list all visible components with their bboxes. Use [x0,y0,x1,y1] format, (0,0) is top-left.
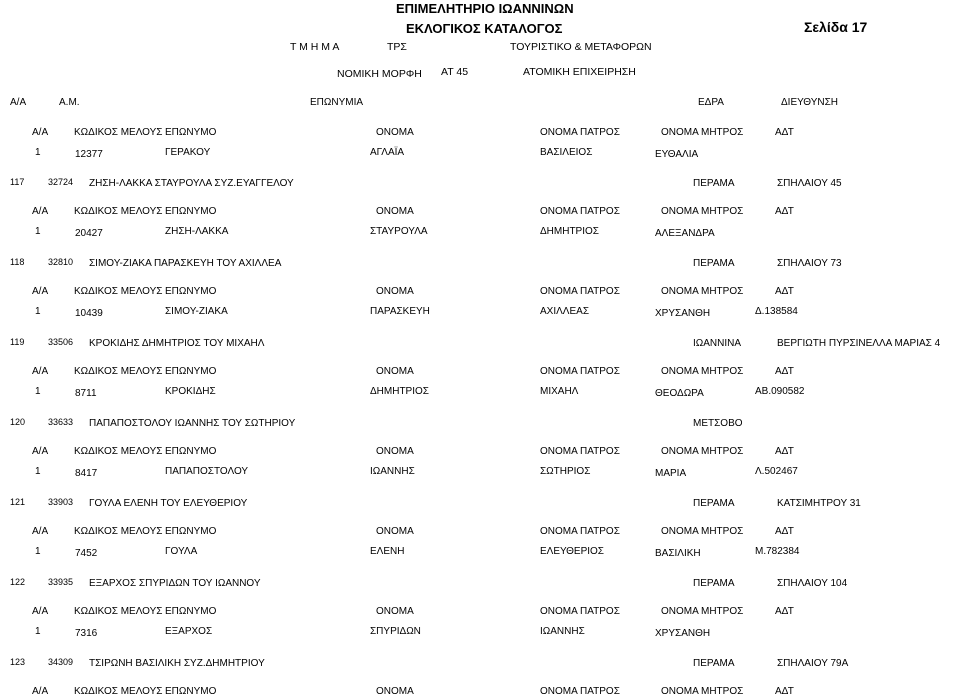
member-col-father: ΟΝΟΜΑ ΠΑΤΡΟΣ [540,127,620,138]
member-col-aa: Α/Α [32,127,49,138]
member-col-father: ΟΝΟΜΑ ΠΑΤΡΟΣ [540,526,620,537]
entry-address: ΣΠΗΛΑΙΟΥ 73 [777,258,842,269]
member-first: ΣΠΥΡΙΔΩΝ [370,626,421,637]
member-col-father: ΟΝΟΜΑ ΠΑΤΡΟΣ [540,206,620,217]
entry-name: ΖΗΣΗ-ΛΑΚΚΑ ΣΤΑΥΡΟΥΛΑ ΣΥΖ.ΕΥΑΓΓΕΛΟΥ [89,178,294,189]
legal-form-code: ΑΤ 45 [441,66,469,78]
member-surname: ΣΙΜΟΥ-ΖΙΑΚΑ [165,306,228,317]
member-col-aa: Α/Α [32,686,49,697]
member-col-aa: Α/Α [32,206,49,217]
member-code: 12377 [75,149,103,160]
member-first: ΣΤΑΥΡΟΥΛΑ [370,226,428,237]
entry-am: 33506 [48,337,74,347]
entry-aa: 121 [10,497,26,507]
col-header-seat: ΕΔΡΑ [698,97,724,108]
section-code: ΤΡΣ [387,41,407,53]
entry-seat: ΜΕΤΣΟΒΟ [693,418,743,429]
member-col-first: ΟΝΟΜΑ [376,606,414,617]
member-aa: 1 [35,147,41,158]
member-id: Λ.502467 [755,466,798,477]
entry-aa: 122 [10,577,26,587]
entry-name: ΕΞΑΡΧΟΣ ΣΠΥΡΙΔΩΝ ΤΟΥ ΙΩΑΝΝΟΥ [89,578,261,589]
member-col-first: ΟΝΟΜΑ [376,127,414,138]
member-col-first: ΟΝΟΜΑ [376,686,414,697]
member-first: ΑΓΛΑΪΑ [370,147,405,158]
member-col-mother: ΟΝΟΜΑ ΜΗΤΡΟΣ [661,127,744,138]
member-father: ΒΑΣΙΛΕΙΟΣ [540,147,593,158]
col-header-am: Α.Μ. [59,97,80,108]
entry-seat: ΠΕΡΑΜΑ [693,498,735,509]
member-col-father: ΟΝΟΜΑ ΠΑΤΡΟΣ [540,446,620,457]
entry-am: 33903 [48,497,74,507]
entry-aa: 118 [10,257,25,267]
entry-aa: 120 [10,417,26,427]
member-col-code: ΚΩΔΙΚΟΣ ΜΕΛΟΥΣ [74,206,163,217]
member-code: 7452 [75,548,98,559]
member-mother: ΧΡΥΣΑΝΘΗ [655,628,711,639]
member-col-code: ΚΩΔΙΚΟΣ ΜΕΛΟΥΣ [74,526,163,537]
member-col-id: ΑΔΤ [775,446,794,457]
member-code: 20427 [75,228,103,239]
member-col-mother: ΟΝΟΜΑ ΜΗΤΡΟΣ [661,606,744,617]
entry-address: ΒΕΡΓΙΩΤΗ ΠΥΡΣΙΝΕΛΛΑ ΜΑΡΙΑΣ 4 [777,338,941,349]
member-col-surname: ΕΠΩΝΥΜΟ [165,606,217,617]
entry-name: ΠΑΠΑΠΟΣΤΟΛΟΥ ΙΩΑΝΝΗΣ ΤΟΥ ΣΩΤΗΡΙΟΥ [89,418,296,429]
member-surname: ΖΗΣΗ-ΛΑΚΚΑ [165,226,229,237]
member-surname: ΚΡΟΚΙΔΗΣ [165,386,216,397]
entry-address: ΣΠΗΛΑΙΟΥ 79Α [777,658,849,669]
member-col-father: ΟΝΟΜΑ ΠΑΤΡΟΣ [540,606,620,617]
entry-address: ΣΠΗΛΑΙΟΥ 45 [777,178,842,189]
entry-aa: 119 [10,337,25,347]
entry-seat: ΙΩΑΝΝΙΝΑ [693,338,742,349]
member-aa: 1 [35,546,41,557]
legal-form-name: ΑΤΟΜΙΚΗ ΕΠΙΧΕΙΡΗΣΗ [523,66,636,78]
member-col-father: ΟΝΟΜΑ ΠΑΤΡΟΣ [540,686,620,697]
member-col-id: ΑΔΤ [775,127,794,138]
member-col-aa: Α/Α [32,446,49,457]
member-id: ΑΒ.090582 [755,386,805,397]
member-id: Μ.782384 [755,546,800,557]
member-first: ΙΩΑΝΝΗΣ [370,466,415,477]
member-code: 7316 [75,628,98,639]
member-col-code: ΚΩΔΙΚΟΣ ΜΕΛΟΥΣ [74,446,163,457]
member-first: ΠΑΡΑΣΚΕΥΗ [370,306,430,317]
entry-am: 33935 [48,577,74,587]
member-col-first: ΟΝΟΜΑ [376,526,414,537]
member-col-aa: Α/Α [32,526,49,537]
section-label: Τ Μ Η Μ Α [290,41,340,53]
entry-name: ΚΡΟΚΙΔΗΣ ΔΗΜΗΤΡΙΟΣ ΤΟΥ ΜΙΧΑΗΛ [89,338,265,349]
member-mother: ΜΑΡΙΑ [655,468,687,479]
member-col-id: ΑΔΤ [775,366,794,377]
member-col-mother: ΟΝΟΜΑ ΜΗΤΡΟΣ [661,686,744,697]
member-code: 10439 [75,308,103,319]
member-father: ΕΛΕΥΘΕΡΙΟΣ [540,546,604,557]
member-col-father: ΟΝΟΜΑ ΠΑΤΡΟΣ [540,286,620,297]
member-aa: 1 [35,226,41,237]
member-col-surname: ΕΠΩΝΥΜΟ [165,206,217,217]
member-col-surname: ΕΠΩΝΥΜΟ [165,366,217,377]
member-col-first: ΟΝΟΜΑ [376,206,414,217]
col-header-address: ΔΙΕΥΘΥΝΣΗ [781,97,838,108]
member-father: ΑΧΙΛΛΕΑΣ [540,306,589,317]
member-col-surname: ΕΠΩΝΥΜΟ [165,127,217,138]
member-col-mother: ΟΝΟΜΑ ΜΗΤΡΟΣ [661,366,744,377]
member-mother: ΕΥΘΑΛΙΑ [655,149,699,160]
entry-aa: 123 [10,657,26,667]
member-col-surname: ΕΠΩΝΥΜΟ [165,526,217,537]
member-col-surname: ΕΠΩΝΥΜΟ [165,686,217,697]
catalog-title: ΕΚΛΟΓΙΚΟΣ ΚΑΤΑΛΟΓΟΣ [406,21,563,36]
member-surname: ΓΕΡΑΚΟΥ [165,147,211,158]
member-col-id: ΑΔΤ [775,206,794,217]
member-col-aa: Α/Α [32,606,49,617]
member-first: ΔΗΜΗΤΡΙΟΣ [370,386,429,397]
member-col-code: ΚΩΔΙΚΟΣ ΜΕΛΟΥΣ [74,606,163,617]
member-id: Δ.138584 [755,306,798,317]
entry-seat: ΠΕΡΑΜΑ [693,658,735,669]
member-mother: ΘΕΟΔΩΡΑ [655,388,704,399]
member-surname: ΓΟΥΛΑ [165,546,198,557]
entry-address: ΚΑΤΣΙΜΗΤΡΟΥ 31 [777,498,861,509]
member-col-mother: ΟΝΟΜΑ ΜΗΤΡΟΣ [661,206,744,217]
member-father: ΣΩΤΗΡΙΟΣ [540,466,591,477]
member-col-mother: ΟΝΟΜΑ ΜΗΤΡΟΣ [661,286,744,297]
member-father: ΔΗΜΗΤΡΙΟΣ [540,226,599,237]
member-col-surname: ΕΠΩΝΥΜΟ [165,286,217,297]
member-code: 8417 [75,468,98,479]
member-col-code: ΚΩΔΙΚΟΣ ΜΕΛΟΥΣ [74,686,163,697]
member-col-id: ΑΔΤ [775,286,794,297]
member-col-code: ΚΩΔΙΚΟΣ ΜΕΛΟΥΣ [74,127,163,138]
col-header-aa: Α/Α [10,97,27,108]
entry-name: ΓΟΥΛΑ ΕΛΕΝΗ ΤΟΥ ΕΛΕΥΘΕΡΙΟΥ [89,498,248,509]
member-col-id: ΑΔΤ [775,686,794,697]
entry-am: 33633 [48,417,74,427]
member-col-first: ΟΝΟΜΑ [376,446,414,457]
chamber-title: ΕΠΙΜΕΛΗΤΗΡΙΟ ΙΩΑΝΝΙΝΩΝ [396,1,574,16]
entry-am: 34309 [48,657,74,667]
member-col-father: ΟΝΟΜΑ ΠΑΤΡΟΣ [540,366,620,377]
legal-form-label: ΝΟΜΙΚΗ ΜΟΡΦΗ [337,68,422,80]
member-father: ΜΙΧΑΗΛ [540,386,579,397]
member-aa: 1 [35,306,41,317]
member-col-aa: Α/Α [32,286,49,297]
member-col-aa: Α/Α [32,366,49,377]
member-code: 8711 [75,388,97,399]
entry-aa: 117 [10,177,25,187]
member-first: ΕΛΕΝΗ [370,546,405,557]
member-col-id: ΑΔΤ [775,606,794,617]
member-aa: 1 [35,626,41,637]
member-col-surname: ΕΠΩΝΥΜΟ [165,446,217,457]
entry-name: ΣΙΜΟΥ-ΖΙΑΚΑ ΠΑΡΑΣΚΕΥΗ ΤΟΥ ΑΧΙΛΛΕΑ [89,258,282,269]
member-col-code: ΚΩΔΙΚΟΣ ΜΕΛΟΥΣ [74,286,163,297]
entry-am: 32810 [48,257,74,267]
member-col-id: ΑΔΤ [775,526,794,537]
entry-address: ΣΠΗΛΑΙΟΥ 104 [777,578,848,589]
page-number: Σελίδα 17 [804,19,868,35]
member-surname: ΠΑΠΑΠΟΣΤΟΛΟΥ [165,466,249,477]
entry-seat: ΠΕΡΑΜΑ [693,178,735,189]
entry-seat: ΠΕΡΑΜΑ [693,258,735,269]
member-mother: ΒΑΣΙΛΙΚΗ [655,548,701,559]
member-mother: ΑΛΕΞΑΝΔΡΑ [655,228,715,239]
entry-name: ΤΣΙΡΩΝΗ ΒΑΣΙΛΙΚΗ ΣΥΖ.ΔΗΜΗΤΡΙΟΥ [89,658,265,669]
member-mother: ΧΡΥΣΑΝΘΗ [655,308,711,319]
member-col-first: ΟΝΟΜΑ [376,366,414,377]
section-name: ΤΟΥΡΙΣΤΙΚΟ & ΜΕΤΑΦΟΡΩΝ [510,41,652,53]
member-col-first: ΟΝΟΜΑ [376,286,414,297]
member-aa: 1 [35,466,41,477]
entry-seat: ΠΕΡΑΜΑ [693,578,735,589]
member-col-mother: ΟΝΟΜΑ ΜΗΤΡΟΣ [661,526,744,537]
member-aa: 1 [35,386,41,397]
member-col-code: ΚΩΔΙΚΟΣ ΜΕΛΟΥΣ [74,366,163,377]
member-father: ΙΩΑΝΝΗΣ [540,626,585,637]
member-col-mother: ΟΝΟΜΑ ΜΗΤΡΟΣ [661,446,744,457]
entry-am: 32724 [48,177,74,187]
member-surname: ΕΞΑΡΧΟΣ [165,626,213,637]
col-header-name: ΕΠΩΝΥΜΙΑ [310,97,364,108]
